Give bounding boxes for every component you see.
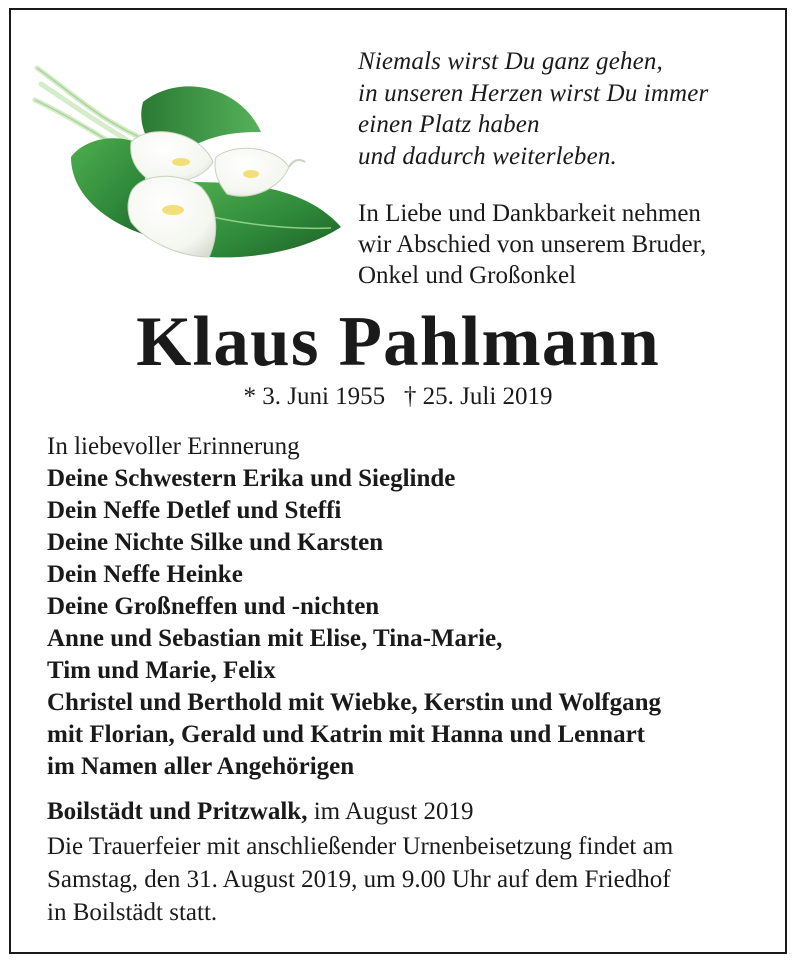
mourner-line: Christel und Berthold mit Wiebke, Kerstin und Wolfgang [47,689,661,716]
memory-intro: In liebevoller Erinnerung [47,433,300,460]
mourner-line: Dein Neffe Detlef und Steffi [47,497,342,524]
poem-line: in unseren Herzen wirst Du immer [358,79,709,107]
intro-line: Onkel und Großonkel [358,262,577,289]
ceremony-line: in Boilstädt statt. [47,899,218,926]
farewell-intro [358,198,706,291]
birth-date: * 3. Juni 1955 [243,383,386,410]
mourner-line: Deine Schwestern Erika und Sieglinde [47,465,456,492]
poem-line: und dadurch weiterleben. [358,142,617,170]
obituary-notice [9,8,787,954]
intro-line: wir Abschied von unserem Bruder, [358,231,707,258]
mourner-line: Dein Neffe Heinke [47,561,243,588]
death-date: † 25. Juli 2019 [403,383,553,410]
ceremony-line: Samstag, den 31. August 2019, um 9.00 Uhr auf dem Friedhof [47,866,671,893]
life-dates [11,382,785,412]
ceremony-line: Die Trauerfeier mit anschließender Urnenbeisetzung findet am [47,833,674,860]
mourner-line: Deine Nichte Silke und Karsten [47,529,384,556]
mourner-line: Deine Großneffen und -nichten [47,593,380,620]
ceremony-info [47,830,767,929]
deceased-name: Klaus Pahlmann [136,303,660,381]
mourner-line: im Namen aller Angehörigen [47,753,355,780]
poem-line: einen Platz haben [358,111,540,138]
mourners-list [47,431,661,783]
mourner-line: Tim und Marie, Felix [47,657,276,684]
poem-line: Niemals wirst Du ganz gehen, [358,48,663,75]
mourner-line: mit Florian, Gerald und Katrin mit Hanna und Lennart [47,721,645,748]
place-and-date [47,796,473,828]
poem [358,46,708,172]
place-date: im August 2019 [313,798,474,825]
mourner-line: Anne und Sebastian mit Elise, Tina-Marie, [47,625,503,652]
calla-lily-bouquet-image [31,62,351,272]
place: Boilstädt und Pritzwalk, [47,798,308,825]
intro-line: In Liebe und Dankbarkeit nehmen [358,200,701,227]
